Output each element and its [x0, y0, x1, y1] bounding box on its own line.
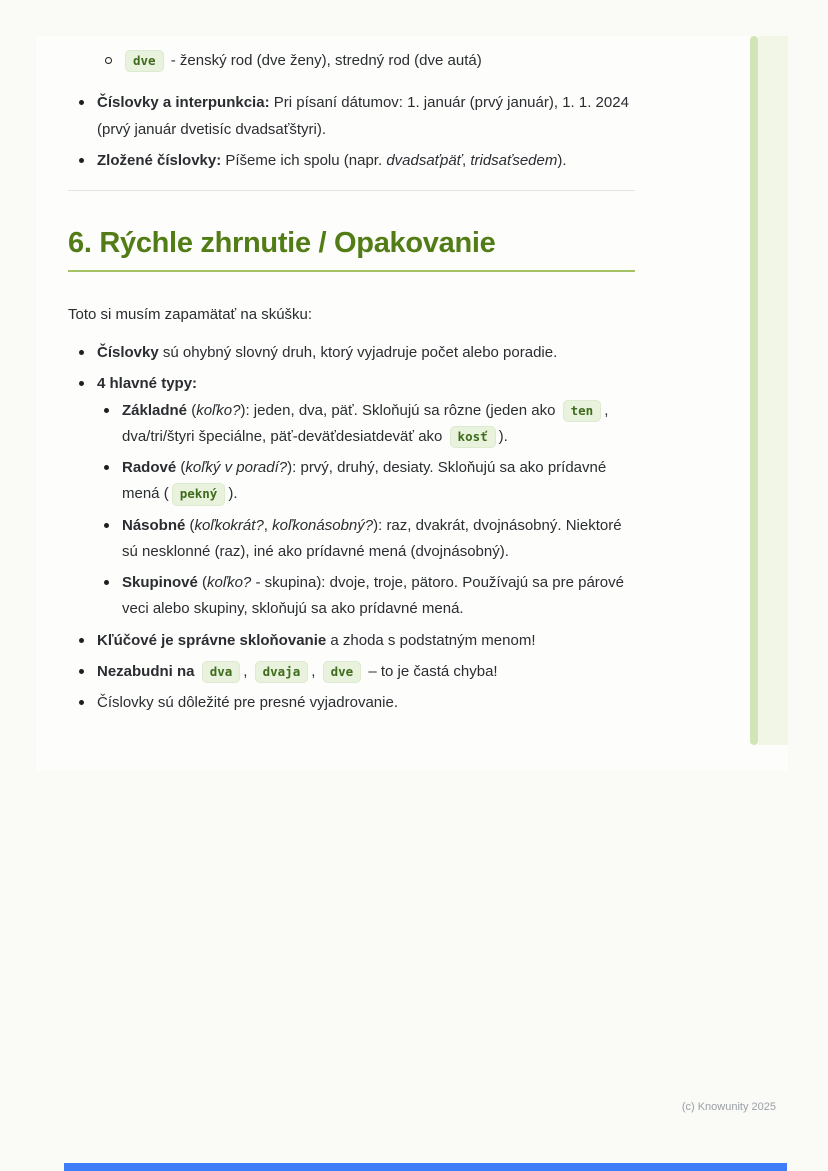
text-segment: - ženský rod (dve ženy), stredný rod (dve autá): [166, 52, 482, 69]
italic-text: koľký v poradí?: [185, 459, 288, 477]
list-item: [68, 90, 635, 143]
text-segment: ).: [498, 427, 508, 445]
bold-text: Zložené číslovky:: [97, 151, 222, 169]
list-item: [68, 148, 635, 174]
section-heading: 6. Rýchle zhrnutie / Opakovanie: [68, 228, 635, 272]
list-item: [68, 690, 635, 716]
text-segment: ,: [311, 662, 320, 680]
text-segment: - skupina): dvoje, troje, pätoro. Používajú sa pre párové veci alebo skupiny, skloňujú sa ako prídavné mená.: [122, 574, 624, 618]
text-segment: ).: [557, 151, 567, 169]
list-item: [97, 513, 635, 566]
text-segment: a zhoda s podstatným menom!: [326, 631, 536, 649]
bold-text: Číslovky: [97, 344, 159, 362]
code-badge: pekný: [172, 483, 226, 505]
text-segment: (: [187, 401, 197, 419]
italic-text: tridsaťsedem: [470, 151, 558, 169]
note-content: [36, 36, 788, 761]
bold-text: Číslovky a interpunkcia:: [97, 94, 270, 112]
list-item: [68, 628, 635, 654]
bold-text: 4 hlavné typy:: [97, 375, 198, 393]
summary-list: [68, 340, 635, 716]
text-segment: (: [176, 459, 186, 477]
list-item: [97, 455, 635, 508]
text-segment: ): raz, dvakrát, dvojnásobný. Niektoré sú nesklonné (raz), iné ako prídavné mená (dvojnásobný).: [122, 516, 622, 560]
bold-text: Kľúčové je správne skloňovanie: [97, 631, 327, 649]
list-item: [97, 398, 635, 451]
nested-list: [97, 398, 635, 623]
code-badge: dva: [202, 661, 241, 683]
bold-text: Základné: [122, 401, 188, 419]
italic-text: koľko?: [196, 401, 241, 419]
italic-text: dvadsaťpäť: [386, 151, 462, 169]
text-segment: (: [185, 516, 195, 534]
code-badge: dvaja: [255, 661, 309, 683]
text-segment: [195, 663, 199, 680]
bold-text: Radové: [122, 459, 177, 477]
code-badge: kosť: [450, 426, 496, 448]
list-item: [68, 371, 635, 622]
side-band: [758, 36, 788, 745]
list-item: [68, 48, 635, 74]
green-accent-stripe: [750, 36, 758, 745]
text-segment: – to je častá chyba!: [364, 662, 498, 680]
next-page-top-bar: [64, 1163, 787, 1171]
list-item: [68, 659, 635, 685]
list-item: [97, 570, 635, 623]
italic-text: koľko?: [207, 574, 252, 592]
code-badge: ten: [563, 400, 602, 422]
text-segment: , dva/tri/štyri špeciálne, päť-deväťdesiatdeväť ako: [122, 401, 609, 445]
code-badge: dve: [125, 50, 164, 72]
intro-list: [68, 90, 635, 174]
text-segment: Pri písaní dátumov: 1. január (prvý január), 1. 1. 2024 (prvý január dvetisíc dvadsaťštyri).: [97, 94, 629, 138]
footer-copyright: (c) Knowunity 2025: [681, 1101, 776, 1113]
text-segment: Číslovky sú dôležité pre presné vyjadrovanie.: [97, 694, 398, 712]
text-segment: sú ohybný slovný druh, ktorý vyjadruje počet alebo poradie.: [158, 344, 558, 362]
intro-sublist: [68, 48, 635, 74]
bold-text: Násobné: [122, 516, 186, 534]
code-badge: dve: [323, 661, 362, 683]
italic-text: koľkonásobný?: [272, 516, 374, 534]
text-segment: ): prvý, druhý, desiaty. Skloňujú sa ako prídavné mená (: [122, 459, 607, 503]
text-segment: ,: [243, 662, 252, 680]
note-card: [36, 36, 788, 770]
text-segment: ): jeden, dva, päť. Skloňujú sa rôzne (jeden ako: [240, 401, 560, 419]
bold-text: Nezabudni na: [97, 662, 195, 680]
text-segment: ).: [228, 485, 238, 503]
text-segment: ,: [263, 516, 273, 534]
text-segment: Píšeme ich spolu (napr.: [221, 151, 387, 169]
section-divider: [68, 190, 635, 191]
list-item: [68, 340, 635, 366]
section-intro: Toto si musím zapamätať na skúšku:: [68, 305, 313, 323]
text-segment: ,: [462, 151, 471, 169]
italic-text: koľkokrát?: [194, 516, 264, 534]
bold-text: Skupinové: [122, 574, 198, 592]
text-segment: (: [197, 574, 208, 592]
